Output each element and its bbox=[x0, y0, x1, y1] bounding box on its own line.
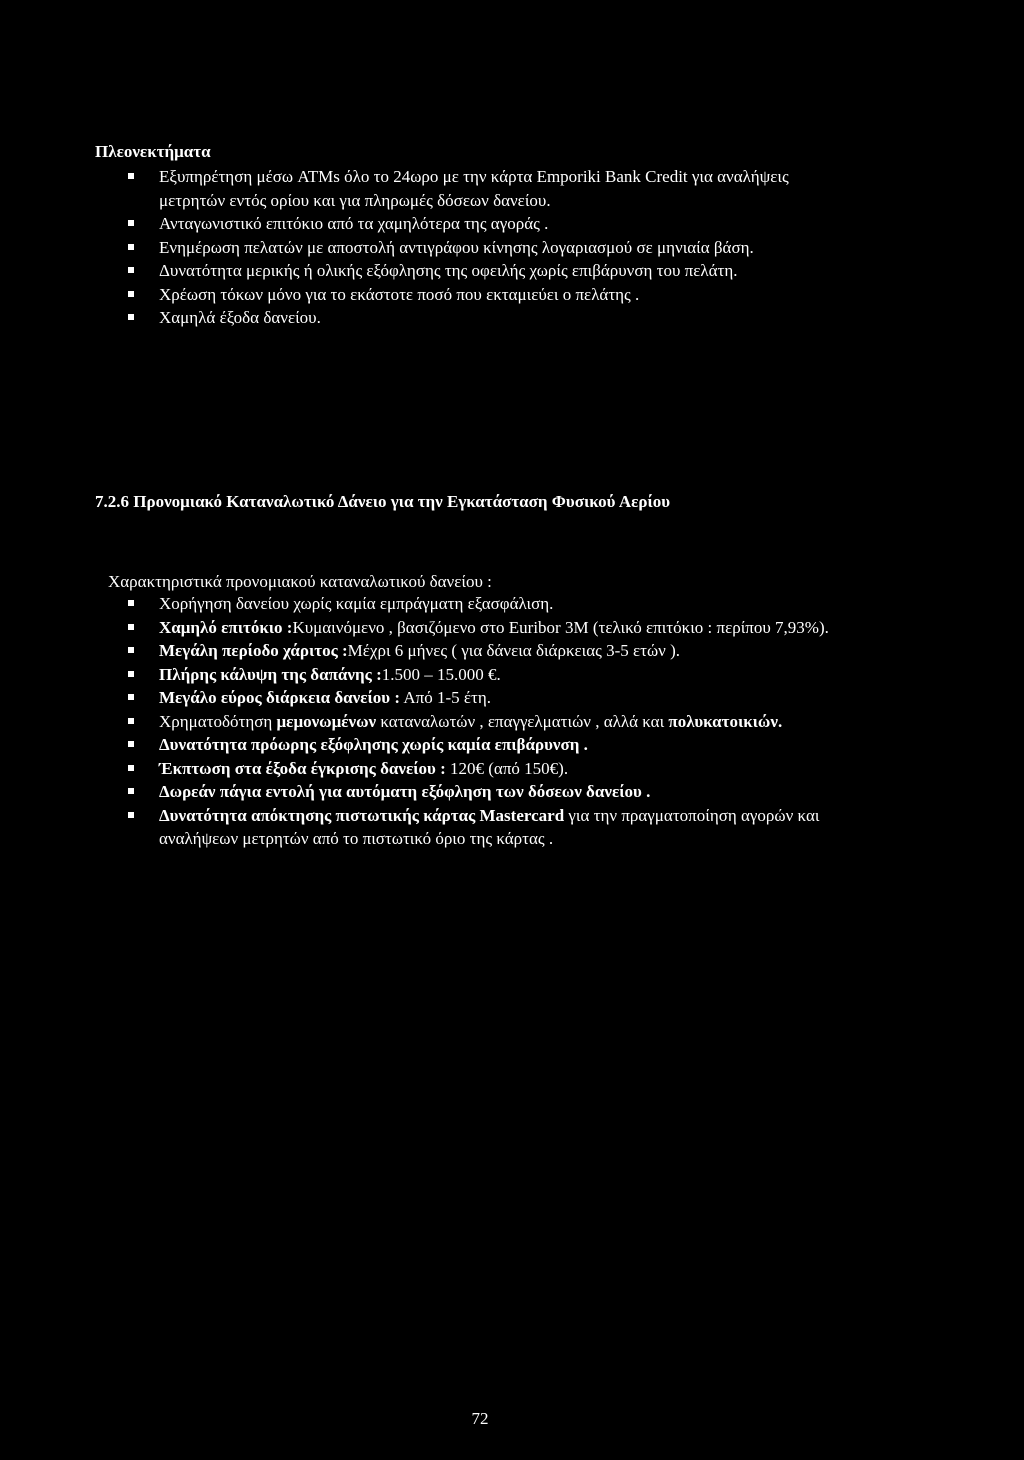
bullet-icon bbox=[128, 600, 134, 606]
advantages-heading: Πλεονεκτήματα bbox=[95, 142, 211, 161]
bullet-icon bbox=[128, 267, 134, 273]
advantages-list bbox=[0, 165, 1024, 330]
bullet-icon bbox=[128, 718, 134, 724]
advantage-item: Χρέωση τόκων μόνο για το εκάστοτε ποσό που εκταμιεύει ο πελάτης . bbox=[0, 283, 859, 307]
advantage-item: Δυνατότητα μερικής ή ολικής εξόφλησης της οφειλής χωρίς επιβάρυνση του πελάτη. bbox=[0, 259, 859, 283]
bullet-icon bbox=[128, 220, 134, 226]
feature-item: Δυνατότητα απόκτησης πιστωτικής κάρτας Mastercard για την πραγματοποίηση αγορών και αναλήψεων μετρητών από το πιστωτικό όριο της κάρτας . bbox=[0, 804, 859, 851]
section-heading: 7.2.6 Προνομιακό Καταναλωτικό Δάνειο για την Εγκατάσταση Φυσικού Αερίου bbox=[95, 492, 671, 511]
advantage-item: Εξυπηρέτηση μέσω ATMs όλο το 24ωρο με την κάρτα Emporiki Bank Credit για αναλήψεις μετρητών εντός ορίου και για πληρωμές δόσεων δανείου. bbox=[0, 165, 859, 212]
section-intro: Χαρακτηριστικά προνομιακού καταναλωτικού δανείου : bbox=[108, 572, 492, 591]
bullet-icon bbox=[128, 788, 134, 794]
feature-item: Δυνατότητα πρόωρης εξόφλησης χωρίς καμία επιβάρυνση . bbox=[0, 733, 859, 757]
feature-item: Μεγάλη περίοδο χάριτος :Μέχρι 6 μήνες ( για δάνεια διάρκειας 3-5 ετών ). bbox=[0, 639, 859, 663]
bullet-icon bbox=[128, 291, 134, 297]
features-list bbox=[0, 592, 1024, 851]
feature-item: Χαμηλό επιτόκιο :Κυμαινόμενο , βασιζόμενο στο Euribor 3M (τελικό επιτόκιο : περίπου 7,93%). bbox=[0, 616, 859, 640]
advantage-item: Ανταγωνιστικό επιτόκιο από τα χαμηλότερα της αγοράς . bbox=[0, 212, 859, 236]
feature-item: Πλήρης κάλυψη της δαπάνης :1.500 – 15.000 €. bbox=[0, 663, 859, 687]
bullet-icon bbox=[128, 741, 134, 747]
bullet-icon bbox=[128, 694, 134, 700]
page-number: 72 bbox=[471, 1409, 489, 1428]
advantage-item: Ενημέρωση πελατών με αποστολή αντιγράφου κίνησης λογαριασμού σε μηνιαία βάση. bbox=[0, 236, 859, 260]
feature-item: Δωρεάν πάγια εντολή για αυτόματη εξόφληση των δόσεων δανείου . bbox=[0, 780, 859, 804]
feature-item: Χορήγηση δανείου χωρίς καμία εμπράγματη εξασφάλιση. bbox=[0, 592, 859, 616]
advantage-item: Χαμηλά έξοδα δανείου. bbox=[0, 306, 859, 330]
bullet-icon bbox=[128, 314, 134, 320]
features-list-container bbox=[0, 592, 1024, 851]
feature-item: Χρηματοδότηση μεμονωμένων καταναλωτών , επαγγελματιών , αλλά και πολυκατοικιών. bbox=[0, 710, 859, 734]
advantages-list-container bbox=[0, 165, 1024, 330]
bullet-icon bbox=[128, 244, 134, 250]
feature-item: Έκπτωση στα έξοδα έγκρισης δανείου : 120€ (από 150€). bbox=[0, 757, 859, 781]
bullet-icon bbox=[128, 647, 134, 653]
bullet-icon bbox=[128, 812, 134, 818]
feature-item: Μεγάλο εύρος διάρκεια δανείου : Από 1-5 έτη. bbox=[0, 686, 859, 710]
bullet-icon bbox=[128, 624, 134, 630]
bullet-icon bbox=[128, 765, 134, 771]
bullet-icon bbox=[128, 671, 134, 677]
bullet-icon bbox=[128, 173, 134, 179]
